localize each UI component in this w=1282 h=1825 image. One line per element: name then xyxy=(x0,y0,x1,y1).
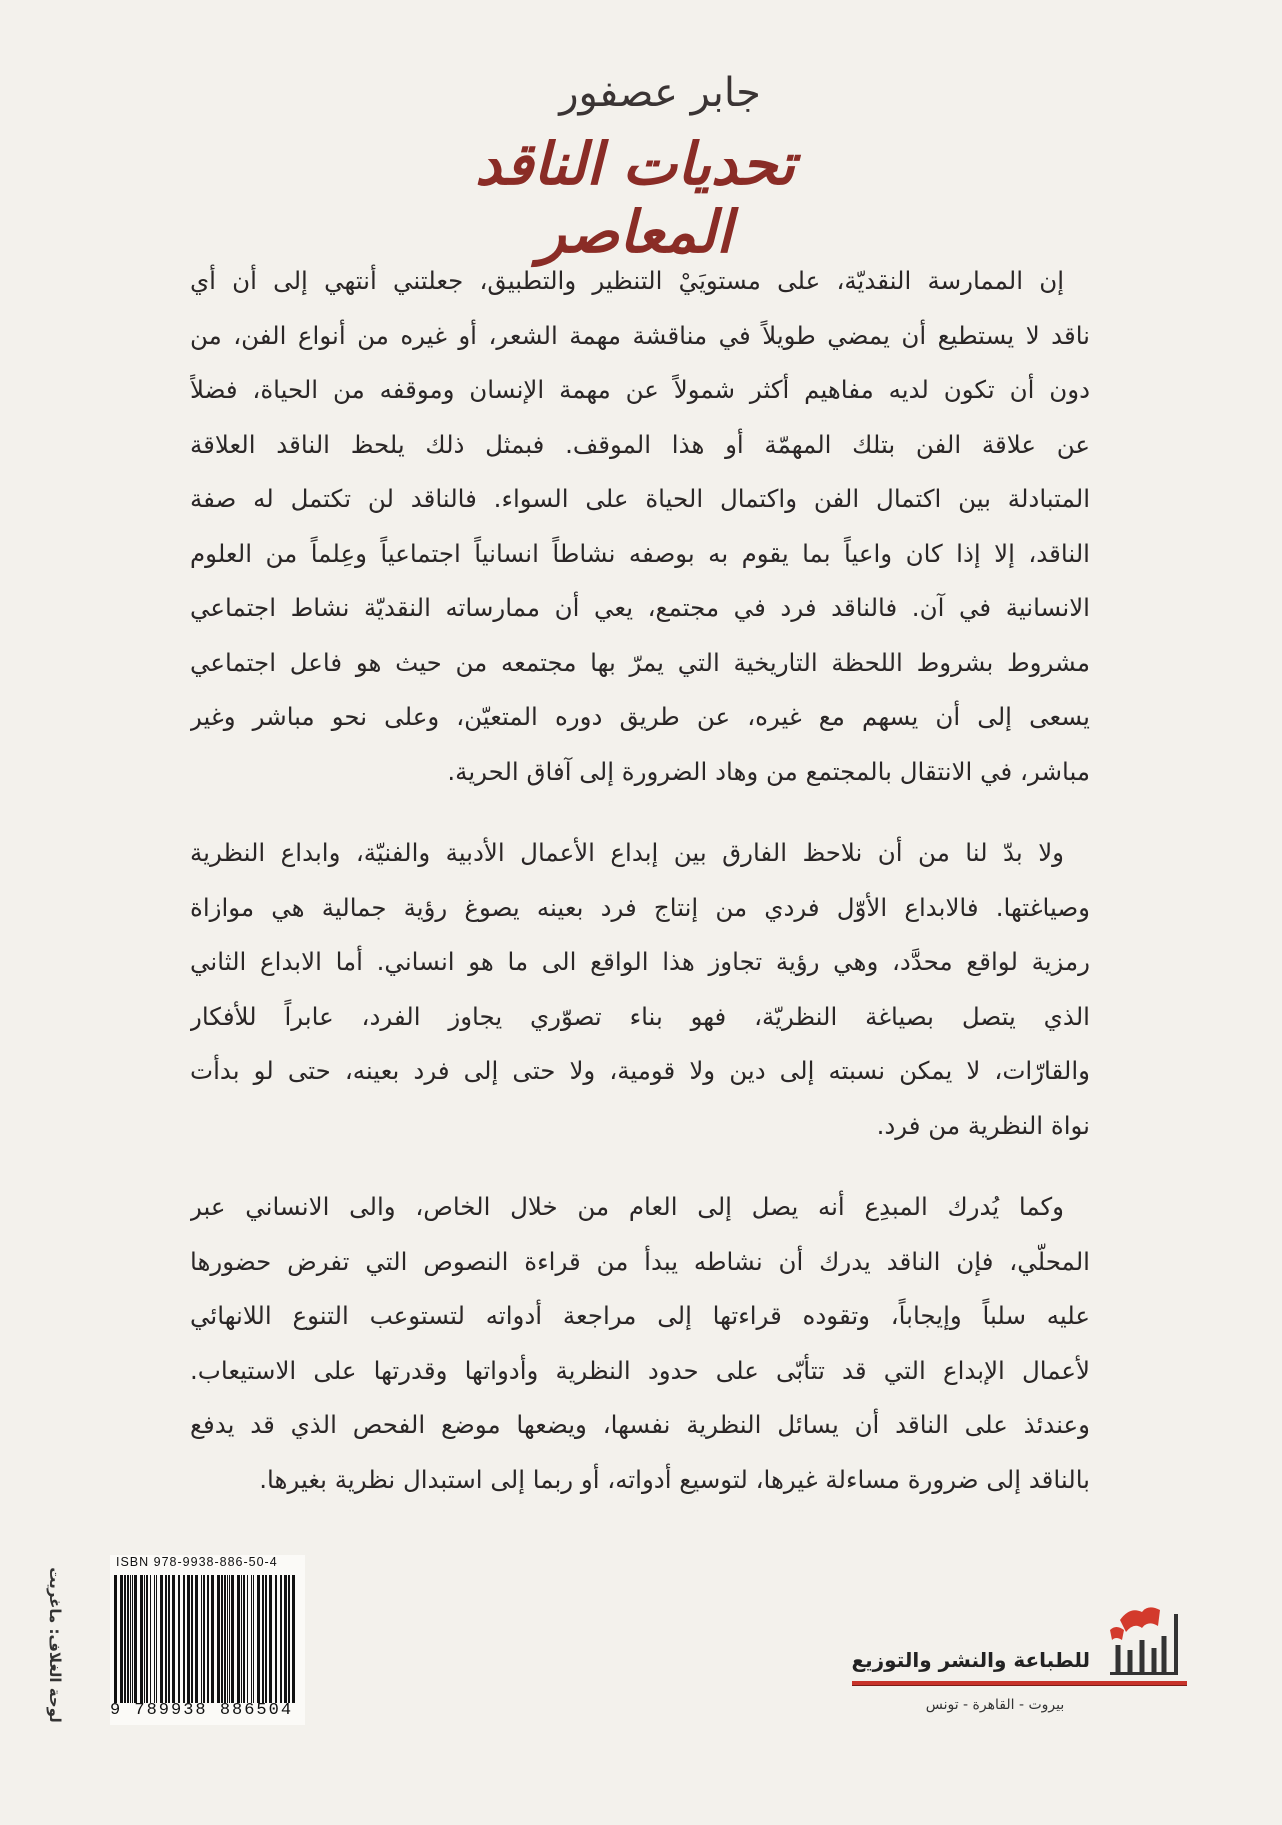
barcode-bar xyxy=(257,1575,260,1703)
barcode-bar xyxy=(134,1575,137,1703)
barcode-bar xyxy=(195,1575,198,1703)
text-line: إن الممارسة النقديّة، على مستويَيْ التنظير والتطبيق، جعلتني أنتهي إلى أن أي xyxy=(190,266,1064,295)
publisher-divider xyxy=(852,1681,1187,1686)
barcode-bar xyxy=(207,1575,209,1703)
barcode-bars xyxy=(114,1575,299,1703)
barcode-bar xyxy=(241,1575,242,1703)
blurb-paragraph-1 xyxy=(190,254,1090,799)
isbn-barcode xyxy=(110,1555,305,1725)
barcode-bar xyxy=(275,1575,277,1703)
barcode-bar xyxy=(201,1575,202,1703)
barcode-bar xyxy=(292,1575,295,1703)
barcode-bar xyxy=(114,1575,117,1703)
text-line: يسعى إلى أن يسهم مع غيره، عن طريق دوره المتعيّن، وعلى نحو مباشر وغير xyxy=(190,702,1090,731)
barcode-bar xyxy=(211,1575,214,1703)
barcode-bar xyxy=(269,1575,272,1703)
barcode-bar xyxy=(229,1575,230,1703)
barcode-bar xyxy=(253,1575,254,1703)
text-line: وصياغتها. فالابداع الأوّل فردي من إنتاج فرد بعينه يصوغ رؤية جمالية هي موازاة xyxy=(190,892,1090,922)
barcode-bar xyxy=(187,1575,190,1703)
barcode-bar xyxy=(237,1575,240,1703)
barcode-bar xyxy=(183,1575,185,1703)
barcode-bar xyxy=(217,1575,220,1703)
barcode-bar xyxy=(203,1575,205,1703)
text-line: ولا بدّ لنا من أن نلاحظ الفارق بين إبداع الأعمال الأدبية والفنيّة، وابداع النظرية xyxy=(190,838,1064,867)
barcode-bar xyxy=(165,1575,167,1703)
publisher-cities: بيروت - القاهرة - تونس xyxy=(925,1697,1065,1713)
text-line: والقارّات، لا يمكن نسبته إلى دين ولا قومية، ولا حتى إلى فرد بعينه، حتى لو بدأت xyxy=(190,1056,1090,1085)
barcode-bar xyxy=(120,1575,123,1703)
text-line: بالناقد إلى ضرورة مساءلة غيرها، لتوسيع أدواته، أو ربما إلى استبدال نظرية بغيرها. xyxy=(259,1464,1090,1494)
barcode-bar xyxy=(140,1575,143,1703)
barcode-bar xyxy=(160,1575,163,1703)
barcode-bar xyxy=(284,1575,287,1703)
barcode-bar xyxy=(262,1575,264,1703)
cover-art-credit-text: لوحة الغلاف: ماغريت xyxy=(46,1567,64,1723)
text-line: عليه سلباً وإيجاباً، وتقوده قراءتها إلى مراجعة أدواته لتستوعب التنوع اللانهائي xyxy=(190,1301,1090,1330)
barcode-bar xyxy=(146,1575,148,1703)
barcode-bar xyxy=(231,1575,234,1703)
barcode-bar xyxy=(191,1575,193,1703)
barcode-bar xyxy=(247,1575,248,1703)
barcode-bar xyxy=(150,1575,151,1703)
text-line: رمزية لواقع محدَّد، وهي رؤية تجاوز هذا الواقع الى ما هو انساني. أما الابداع الثاني xyxy=(190,947,1090,976)
barcode-bar xyxy=(288,1575,290,1703)
text-line: دون أن تكون لديه مفاهيم أكثر شمولاً عن مهمة الإنسان وموقفه من الحياة، فضلاً xyxy=(190,375,1090,404)
text-line: عن علاقة الفن بتلك المهمّة أو هذا الموقف. فبمثل ذلك يلحظ الناقد العلاقة xyxy=(190,429,1090,459)
blurb-paragraph-3 xyxy=(190,1180,1090,1507)
barcode-bar xyxy=(130,1575,131,1703)
publisher-logo-icon xyxy=(1090,1600,1190,1680)
author-name: جابر عصفور xyxy=(559,70,761,116)
barcode-bar xyxy=(168,1575,170,1703)
blurb-paragraph-2 xyxy=(190,826,1090,1153)
barcode-bar xyxy=(124,1575,126,1703)
barcode-bar xyxy=(172,1575,175,1703)
barcode-bar xyxy=(132,1575,133,1703)
barcode-bar xyxy=(144,1575,145,1703)
barcode-bar xyxy=(221,1575,223,1703)
book-title: تحديات الناقد المعاصر xyxy=(475,130,795,266)
text-line: مشروط بشروط اللحظة التاريخية التي يمرّ بها مجتمعه من حيث هو فاعل اجتماعي xyxy=(190,647,1090,677)
publisher-name: للطباعة والنشر والتوزيع xyxy=(851,1648,1090,1672)
barcode-bar xyxy=(251,1575,252,1703)
barcode-bar xyxy=(127,1575,129,1703)
text-line: المتبادلة بين اكتمال الفن واكتمال الحياة على السواء. فالناقد لن تكتمل له صفة xyxy=(190,484,1090,513)
isbn-label: ISBN 978-9938-886-50-4 xyxy=(116,1555,278,1569)
text-line: ناقد لا يستطيع أن يمضي طويلاً في مناقشة مهمة الشعر، أو غيره من أنواع الفن، من xyxy=(190,320,1090,350)
barcode-bar xyxy=(156,1575,157,1703)
barcode-bar xyxy=(227,1575,228,1703)
text-line: لأعمال الإبداع التي قد تتأبّى على حدود النظرية وأدواتها وقدرتها على الاستيعاب. xyxy=(190,1355,1090,1385)
text-line: وعندئذ على الناقد أن يسائل النظرية نفسها، ويضعها موضع الفحص الذي قد يدفع xyxy=(190,1410,1090,1439)
barcode-bar xyxy=(265,1575,267,1703)
text-line: وكما يُدرك المبدِع أنه يصل إلى العام من خلال الخاص، والى الانساني عبر xyxy=(190,1192,1064,1221)
text-line: نواة النظرية من فرد. xyxy=(876,1110,1090,1140)
text-line: الذي يتصل بصياغة النظريّة، فهو بناء تصوّري يجاوز الفرد، عابراً للأفكار xyxy=(190,1001,1090,1031)
barcode-bar xyxy=(224,1575,226,1703)
barcode-bar xyxy=(154,1575,155,1703)
text-line: مباشر، في الانتقال بالمجتمع من وهاد الضرورة إلى آفاق الحرية. xyxy=(447,756,1090,786)
text-line: الانسانية في آن. فالناقد فرد في مجتمع، يعي أن ممارساته النقديّة نشاط اجتماعي xyxy=(190,593,1090,622)
text-line: المحلّي، فإن الناقد يدرك أن نشاطه يبدأ من قراءة النصوص التي تفرض حضورها xyxy=(190,1246,1090,1276)
cover-art-credit xyxy=(40,1560,70,1730)
barcode-digits: 9 789938 886504 xyxy=(110,1701,294,1720)
barcode-bar xyxy=(178,1575,180,1703)
barcode-bar xyxy=(280,1575,282,1703)
text-line: الناقد، إلا إذا كان واعياً بما يقوم به بوصفه نشاطاً انسانياً اجتماعياً وعِلماً من العلوم xyxy=(190,538,1090,568)
barcode-bar xyxy=(243,1575,245,1703)
